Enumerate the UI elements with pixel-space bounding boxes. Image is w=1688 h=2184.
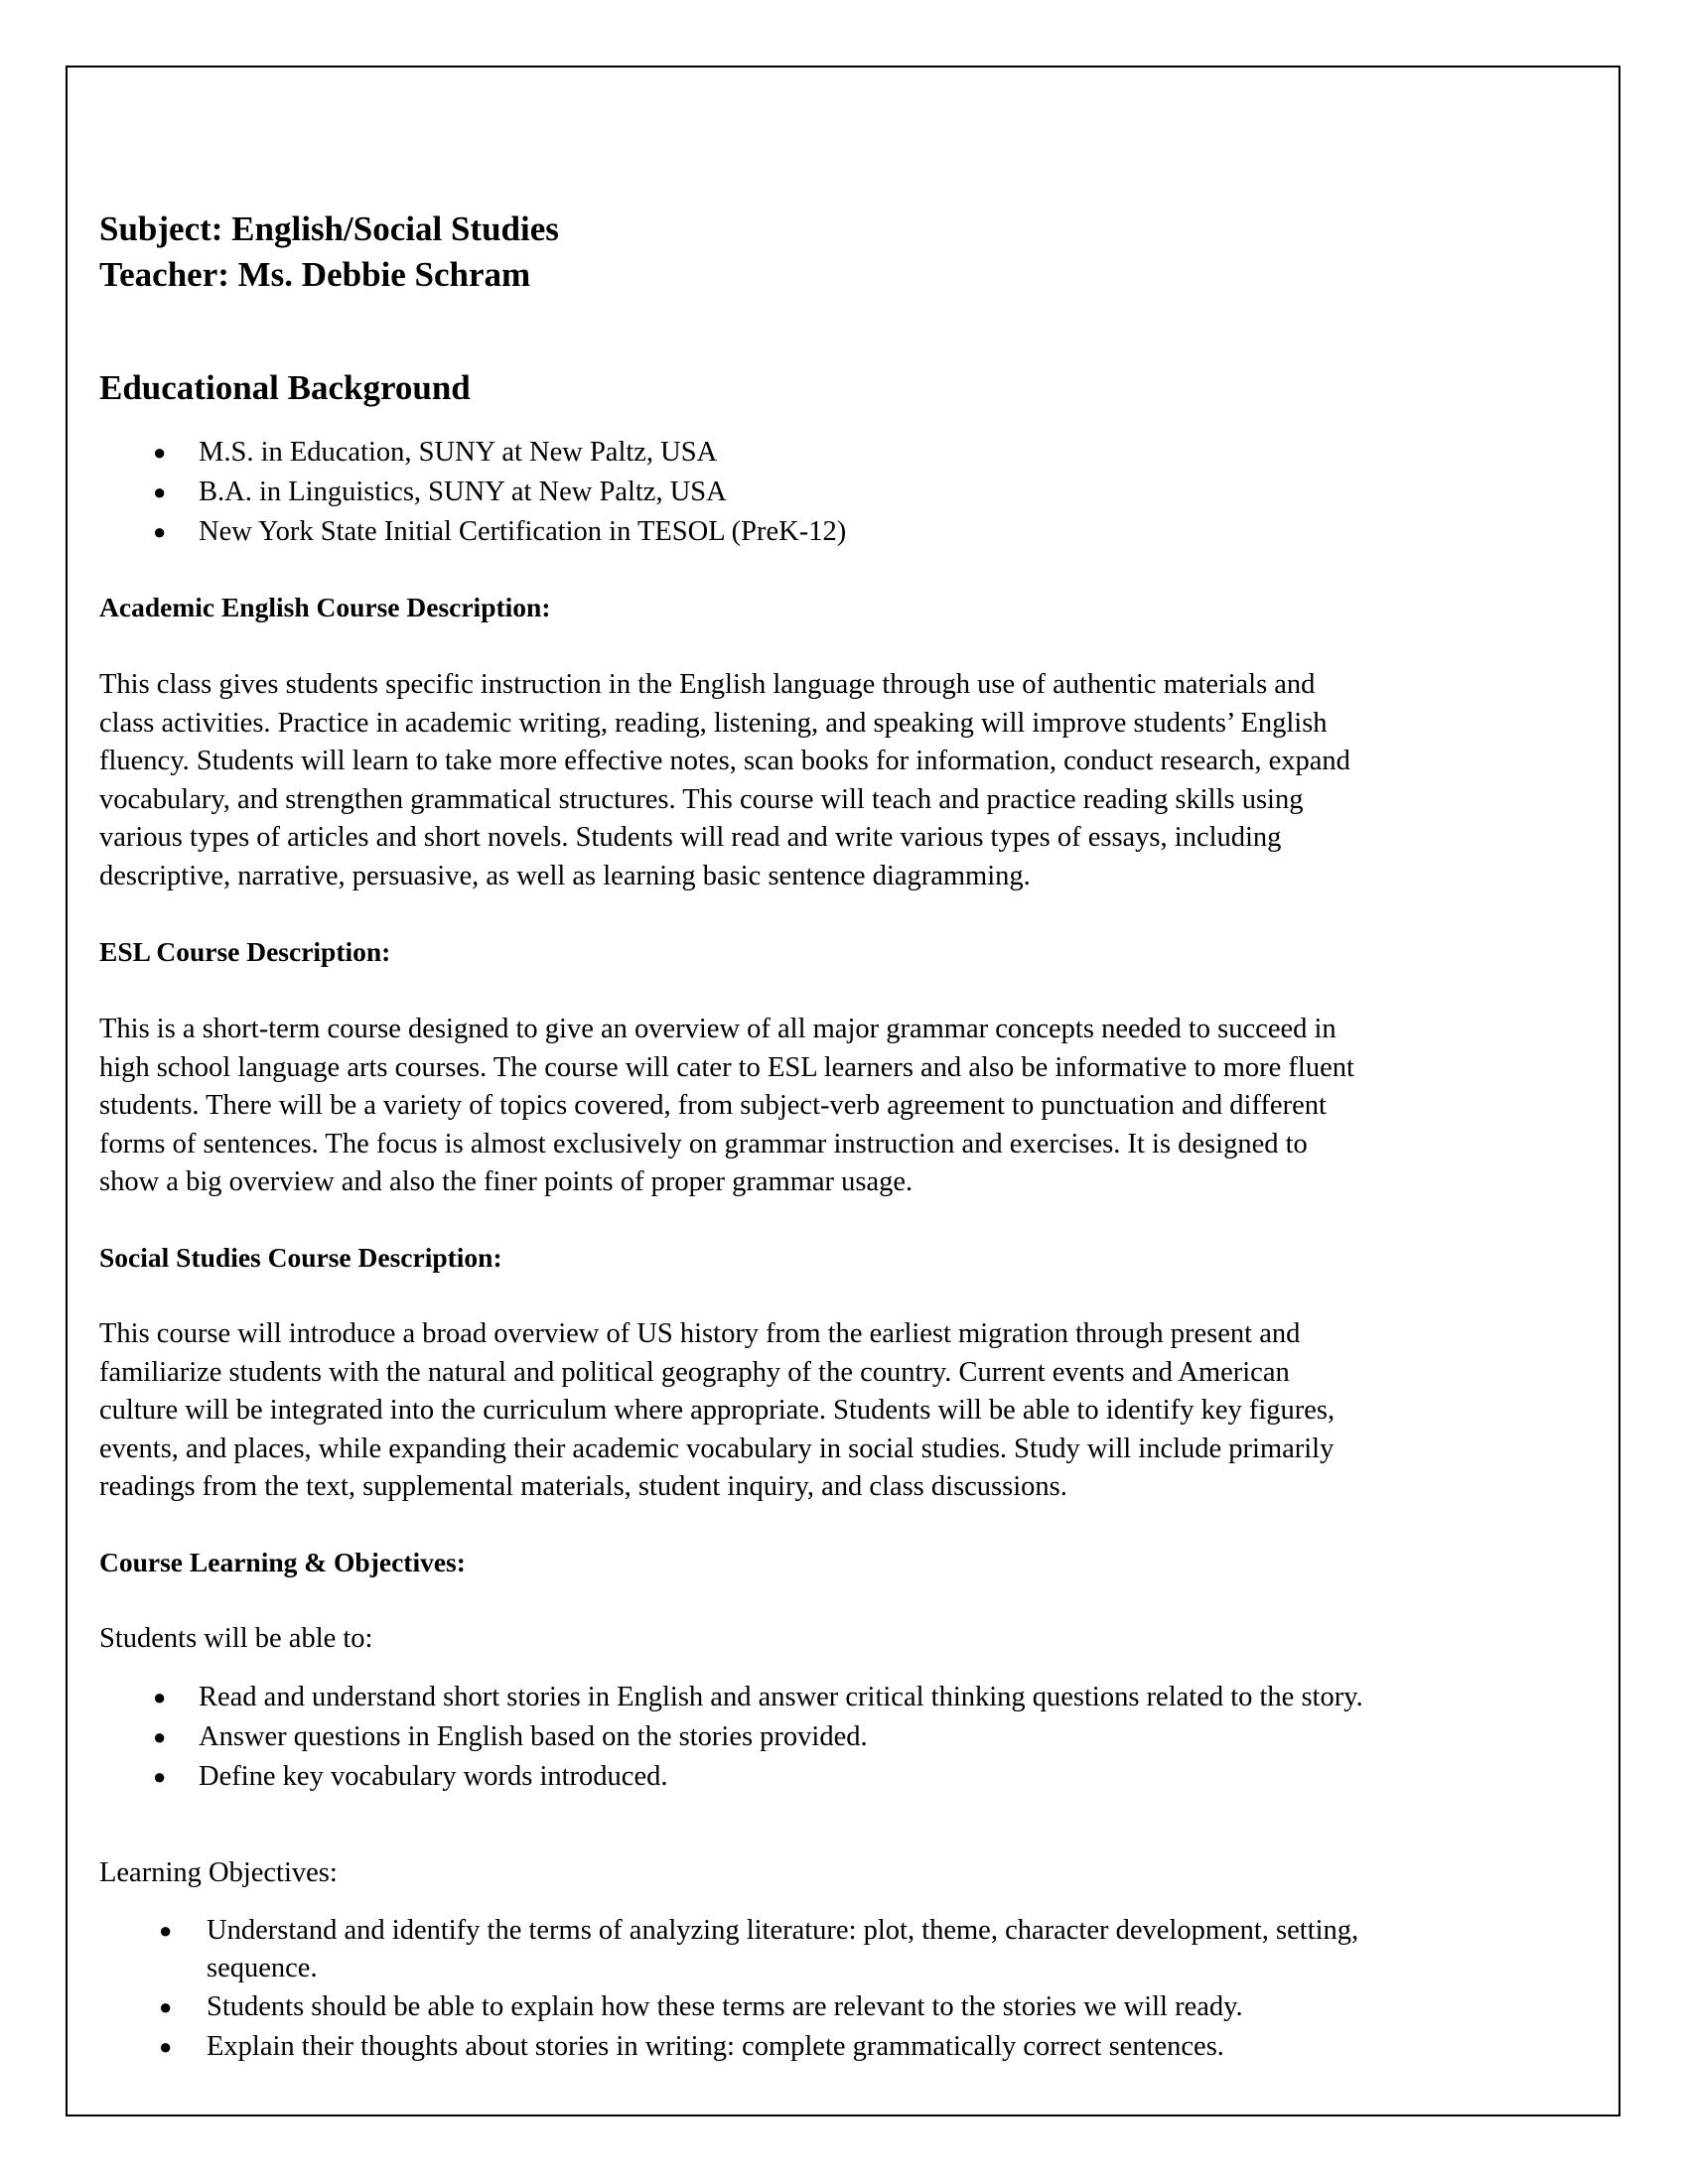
text-line: This course will introduce a broad overview of US history from the earliest migration through present and	[99, 1318, 1301, 1349]
social-studies-description	[99, 1315, 1609, 1507]
list-item: ● Explain their thoughts about stories in writing: complete grammatically correct sentences.	[99, 2027, 1358, 2067]
list-item: ● Define key vocabulary words introduced.	[99, 1757, 1363, 1797]
education-list	[99, 433, 846, 552]
bullet-icon: ●	[153, 1724, 167, 1749]
esl-description	[99, 1011, 1609, 1202]
objectives-list	[99, 1678, 1363, 1797]
list-item: ● M.S. in Education, SUNY at New Paltz, USA	[99, 433, 846, 473]
teacher-heading: Teacher: Ms. Debbie Schram	[99, 255, 531, 294]
text-line: culture will be integrated into the curriculum where appropriate. Students will be able to identify key figures,	[99, 1395, 1336, 1427]
text-line: forms of sentences. The focus is almost exclusively on grammar instruction and exercises. It is designed to	[99, 1128, 1308, 1160]
text-line: fluency. Students will learn to take more effective notes, scan books for information, conduct research, expand	[99, 746, 1350, 777]
learning-objectives-list	[99, 1912, 1358, 2067]
text-line: students. There will be a variety of topics covered, from subject-verb agreement to punctuation and different	[99, 1090, 1327, 1122]
text-line: high school language arts courses. The course will cater to ESL learners and also be informative to more fluent	[99, 1051, 1354, 1083]
text-line: vocabulary, and strengthen grammatical structures. This course will teach and practice reading skills using	[99, 783, 1304, 815]
text-line: descriptive, narrative, persuasive, as well as learning basic sentence diagramming.	[99, 860, 1031, 891]
text-line: This class gives students specific instruction in the English language through use of authentic materials and	[99, 669, 1316, 700]
bullet-icon: ●	[153, 440, 167, 465]
list-item: ● New York State Initial Certification in TESOL (PreK-12)	[99, 512, 846, 552]
bullet-icon: ●	[159, 1918, 173, 1943]
education-heading: Educational Background	[99, 368, 471, 407]
objectives-heading: Course Learning & Objectives:	[99, 1547, 466, 1577]
objectives-intro: Students will be able to:	[99, 1623, 373, 1654]
text-line: events, and places, while expanding their academic vocabulary in social studies. Study will include primarily	[99, 1433, 1335, 1464]
list-item: ● B.A. in Linguistics, SUNY at New Paltz, USA	[99, 473, 846, 512]
social-studies-heading: Social Studies Course Description:	[99, 1242, 502, 1273]
text-line: This is a short-term course designed to give an overview of all major grammar concepts needed to succeed in	[99, 1014, 1336, 1044]
bullet-icon: ●	[159, 1994, 173, 2019]
bullet-icon: ●	[159, 2034, 173, 2059]
text-line: familiarize students with the natural and political geography of the country. Current events and American	[99, 1356, 1290, 1388]
bullet-icon: ●	[153, 479, 167, 504]
list-item: ● Answer questions in English based on the stories provided.	[99, 1717, 1363, 1757]
list-item: ● Read and understand short stories in English and answer critical thinking questions related to the story.	[99, 1678, 1363, 1717]
academic-english-description	[99, 666, 1609, 896]
list-item: ● Students should be able to explain how these terms are relevant to the stories we will ready.	[99, 1987, 1358, 2027]
text-line: readings from the text, supplemental materials, student inquiry, and class discussions.	[99, 1471, 1067, 1503]
text-line: show a big overview and also the finer points of proper grammar usage.	[99, 1166, 914, 1198]
bullet-icon: ●	[153, 519, 167, 544]
learning-objectives-label: Learning Objectives:	[99, 1857, 338, 1888]
bullet-icon: ●	[153, 1685, 167, 1709]
esl-heading: ESL Course Description:	[99, 936, 391, 967]
text-line: various types of articles and short novels. Students will read and write various types of essays, including	[99, 822, 1282, 854]
bullet-icon: ●	[153, 1764, 167, 1789]
academic-english-heading: Academic English Course Description:	[99, 592, 551, 622]
subject-heading: Subject: English/Social Studies	[99, 209, 559, 248]
list-item: ● Understand and identify the terms of analyzing literature: plot, theme, character development, setting, sequence.	[99, 1912, 1358, 1987]
text-line: class activities. Practice in academic writing, reading, listening, and speaking will improve students’ English	[99, 707, 1328, 739]
